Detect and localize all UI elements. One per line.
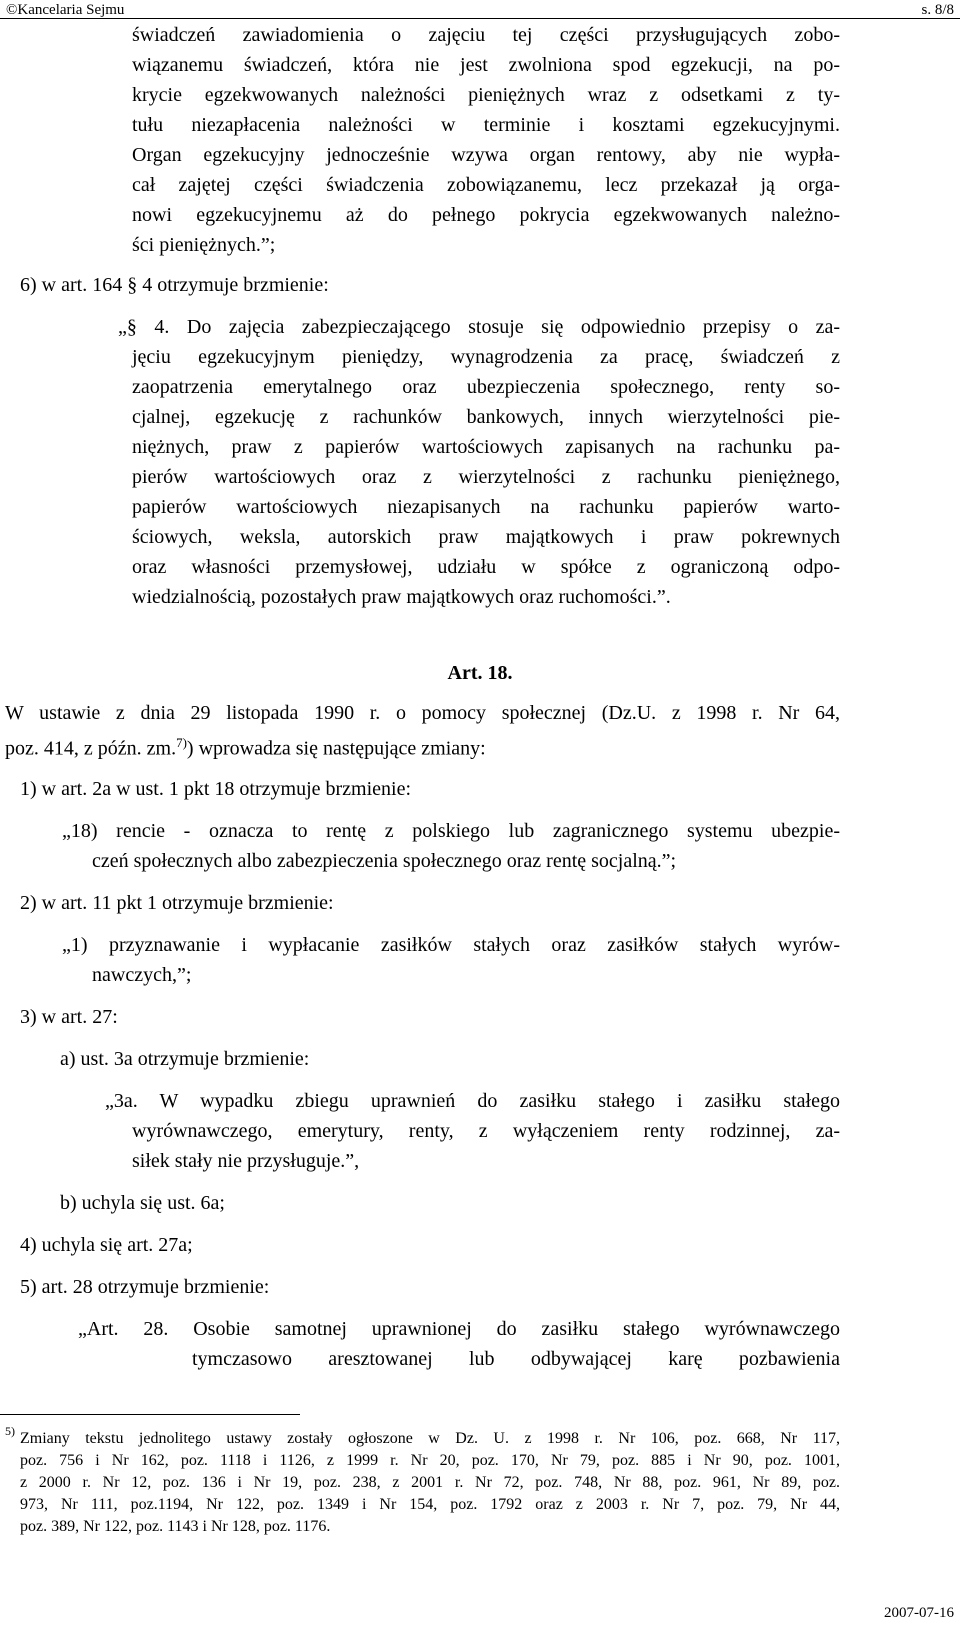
quote-point-1-body: [92, 960, 191, 990]
quote-paragraph-4-body: [132, 342, 840, 612]
text-line: Organ egzekucyjny jednocześnie wzywa organ rentowy, aby nie wypła-: [132, 144, 840, 166]
article-intro: [5, 698, 840, 764]
text-line: papierów wartościowych niezapisanych na rachunku papierów warto-: [132, 496, 840, 518]
footnote-ref: 7): [176, 735, 187, 750]
quote-art-28: [78, 1314, 840, 1344]
top-paragraph: [132, 20, 840, 260]
footnote-line: 973, Nr 111, poz.1194, Nr 122, poz. 1349 i Nr 154, poz. 1792 oraz z 2003 r. Nr 7, poz. 79, Nr 44,: [20, 1496, 840, 1513]
footnote-rule: [0, 1414, 300, 1415]
footnote-marker: 5): [5, 1424, 15, 1438]
quote-3a: [105, 1086, 840, 1116]
text-line: wyrównawczego, emerytury, renty, z wyłączeniem renty rodzinnej, za-: [132, 1120, 840, 1142]
footnote-line: poz. 756 i Nr 162, poz. 1118 i 1126, z 1999 r. Nr 20, poz. 170, Nr 79, poz. 885 i Nr 90, poz. 1001,: [20, 1452, 840, 1469]
text-line: 6) w art. 164 § 4 otrzymuje brzmienie:: [20, 274, 329, 296]
quote-3a-body: [132, 1116, 840, 1176]
text-line: nowi egzekucyjnemu aż do pełnego pokrycia egzekwowanych należno-: [132, 204, 840, 226]
footnote-line: poz. 389, Nr 122, poz. 1143 i Nr 128, poz. 1176.: [20, 1518, 331, 1535]
text-line: jęciu egzekucyjnym pieniędzy, wynagrodzenia za pracę, świadczeń z: [132, 346, 840, 368]
header-page-number: s. 8/8: [921, 2, 954, 18]
text-line: pierów wartościowych oraz z wierzytelności z rachunku pieniężnego,: [132, 466, 840, 488]
text-line: W ustawie z dnia 29 listopada 1990 r. o pomocy społecznej (Dz.U. z 1998 r. Nr 64,: [5, 702, 840, 724]
text-line: „18) rencie - oznacza to rentę z polskiego lub zagranicznego systemu ubezpie-: [62, 820, 840, 842]
text-line: świadczeń zawiadomienia o zajęciu tej części przysługujących zobo-: [132, 24, 840, 46]
quote-point-18-body: [92, 846, 676, 876]
text-line: 2) w art. 11 pkt 1 otrzymuje brzmienie:: [20, 892, 334, 914]
text-line: krycie egzekwowanych należności pieniężnych wraz z odsetkami z ty-: [132, 84, 840, 106]
text-line: tułu niezapłacenia należności w terminie i kosztami egzekucyjnymi.: [132, 114, 840, 136]
quote-point-1: [62, 930, 840, 960]
header-left: ©Kancelaria Sejmu: [6, 2, 125, 18]
footnote-line: Zmiany tekstu jednolitego ustawy zostały ogłoszone w Dz. U. z 1998 r. Nr 106, poz. 668, Nr 117,: [20, 1430, 840, 1447]
text-line: ści pieniężnych.”;: [132, 234, 276, 256]
text-line: ściowych, weksla, autorskich praw majątkowych i praw pokrewnych: [132, 526, 840, 548]
text-line: „Art. 28. Osobie samotnej uprawnionej do zasiłku stałego wyrównawczego: [78, 1318, 840, 1340]
text-line: siłek stały nie przysługuje.”,: [132, 1150, 360, 1172]
item-3: [20, 1002, 118, 1032]
item-1: [20, 774, 411, 804]
intro-text-2: ) wprowadza się następujące zmiany:: [186, 737, 486, 760]
text-line: 5) art. 28 otrzymuje brzmienie:: [20, 1276, 270, 1298]
text-line: b) uchyla się ust. 6a;: [60, 1192, 225, 1214]
item-3a: [60, 1044, 309, 1074]
intro-text: poz. 414, z późn. zm.: [5, 737, 177, 760]
item-3b: [60, 1188, 225, 1218]
item-2: [20, 888, 334, 918]
text-line: „3a. W wypadku zbiegu uprawnień do zasiłku stałego i zasiłku stałego: [105, 1090, 840, 1112]
text-line: niężnych, praw z papierów wartościowych zapisanych na rachunku pa-: [132, 436, 840, 458]
quote-paragraph-4: [118, 312, 840, 342]
item-5: [20, 1272, 269, 1302]
text-line: 3) w art. 27:: [20, 1006, 118, 1028]
text-line: wiązanemu świadczeń, która nie jest zwolniona spod egzekucji, na po-: [132, 54, 840, 76]
text-line: a) ust. 3a otrzymuje brzmienie:: [60, 1048, 310, 1070]
text-line: wiedzialnością, pozostałych praw majątkowych oraz ruchomości.”.: [132, 586, 671, 608]
text-line: [5, 728, 840, 764]
quote-point-18: [62, 816, 840, 846]
item-4: [20, 1230, 193, 1260]
quote-art-28-body: [192, 1344, 840, 1374]
text-line: cał zajętej części świadczenia zobowiązanemu, lecz przekazał ją orga-: [132, 174, 840, 196]
text-line: zaopatrzenia emerytalnego oraz ubezpieczenia społecznego, renty so-: [132, 376, 840, 398]
text-line: „§ 4. Do zajęcia zabezpieczającego stosuje się odpowiednio przepisy o za-: [118, 316, 840, 338]
text-line: cjalnej, egzekucję z rachunków bankowych, innych wierzytelności pie-: [132, 406, 840, 428]
text-line: tymczasowo aresztowanej lub odbywającej karę pozbawienia: [192, 1348, 840, 1370]
article-title: Art. 18.: [447, 662, 513, 684]
text-line: 4) uchyla się art. 27a;: [20, 1234, 193, 1256]
text-line: „1) przyznawanie i wypłacanie zasiłków stałych oraz zasiłków stałych wyrów-: [62, 934, 840, 956]
footnote-line: z 2000 r. Nr 12, poz. 136 i Nr 19, poz. 238, z 2001 r. Nr 72, poz. 748, Nr 88, poz. 961, Nr 89, poz.: [20, 1474, 840, 1491]
text-line: czeń społecznych albo zabezpieczenia społecznego oraz rentę socjalną.”;: [92, 850, 677, 872]
item-6: [20, 270, 329, 300]
footnote: [20, 1428, 840, 1538]
text-line: 1) w art. 2a w ust. 1 pkt 18 otrzymuje brzmienie:: [20, 778, 412, 800]
document-date: 2007-07-16: [884, 1605, 954, 1621]
header-rule: [0, 18, 960, 19]
text-line: nawczych,”;: [92, 964, 192, 986]
text-line: oraz własności przemysłowej, udziału w spółce z ograniczoną odpo-: [132, 556, 840, 578]
